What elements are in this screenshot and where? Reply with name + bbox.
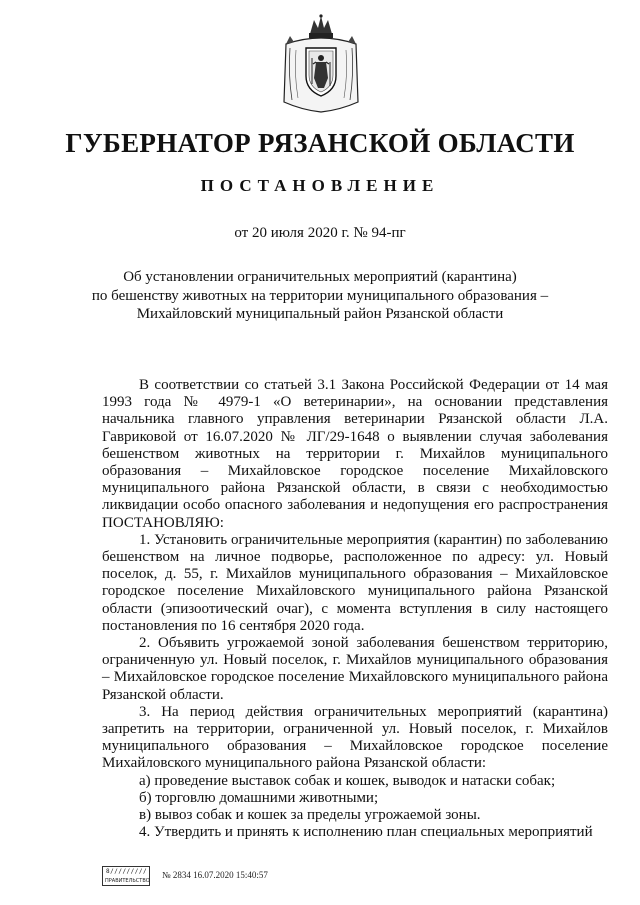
preamble-paragraph: В соответствии со статьей 3.1 Закона Российской Федерации от 14 мая 1993 года № 4979-1 «О ветеринарии», на основании представления начальника главного управления ветеринарии Рязанской области Л.А. Гавриковой от 16.07.2020 № ЛГ/29-1648 о выявлении случая заболевания бешенством животных на территории г. Михайлов муниципального образования – Михайловское городское поселение Михайловского муниципального района Рязанской области, в связи с необходимостью ликвидации особо опасного заболевания и недопущения его распространения ПОСТАНОВЛЯЮ: (102, 377, 608, 531)
subject-line: Об установлении ограничительных мероприятий (карантина) (123, 269, 517, 285)
clause-2: 2. Объявить угрожаемой зоной заболевания бешенством территорию, ограниченную ул. Новый поселок, г. Михайлов муниципального образования – Михайловское городское поселение Михайловского муниципального района Рязанской области. (102, 635, 608, 703)
clause-4: 4. Утвердить и принять к исполнению план специальных мероприятий (139, 824, 593, 841)
document-subject (80, 268, 560, 324)
stamp-barcode-text: 8///////// (106, 868, 148, 875)
registration-footer (102, 866, 402, 892)
coat-of-arms-icon (280, 14, 362, 114)
clause-3-item-c: в) вывоз собак и кошек за пределы угрожаемой зоны. (139, 807, 481, 824)
clause-1: 1. Установить ограничительные мероприятия (карантин) по заболеванию бешенством на личное подворье, расположенное по адресу: ул. Новый поселок, д. 55, г. Михайлов муниципального образования – Михайловское городское поселение Михайловского муниципального района Рязанской области (эпизоотический очаг), с момента вступления в силу настоящего постановления по 16 сентября 2020 года. (102, 531, 608, 634)
document-body (102, 377, 608, 841)
subject-line: по бешенству животных на территории муниципального образования – (91, 287, 549, 304)
stamp-label: ПРАВИТЕЛЬСТВО (105, 878, 150, 884)
clause-3: 3. На период действия ограничительных мероприятий (карантина) запретить на территории, ограниченной ул. Новый поселок, г. Михайлов муниципального образования – Михайловское городское поселение Михайловского муниципального района Рязанской области: (102, 703, 608, 772)
document-date-number: от 20 июля 2020 г. № 94-пг (234, 225, 406, 241)
registration-number: № 2834 16.07.2020 15:40:57 (162, 870, 268, 880)
issuer-title: ГУБЕРНАТОР РЯЗАНСКОЙ ОБЛАСТИ (65, 128, 575, 158)
registration-stamp (102, 866, 150, 886)
clause-3-item-b: б) торговлю домашними животными; (139, 789, 379, 806)
subject-line: Михайловский муниципальный район Рязанской области (136, 306, 504, 322)
clause-3-item-a: а) проведение выставок собак и кошек, выводок и натаски собак; (139, 772, 556, 789)
document-type: ПОСТАНОВЛЕНИЕ (200, 176, 440, 195)
